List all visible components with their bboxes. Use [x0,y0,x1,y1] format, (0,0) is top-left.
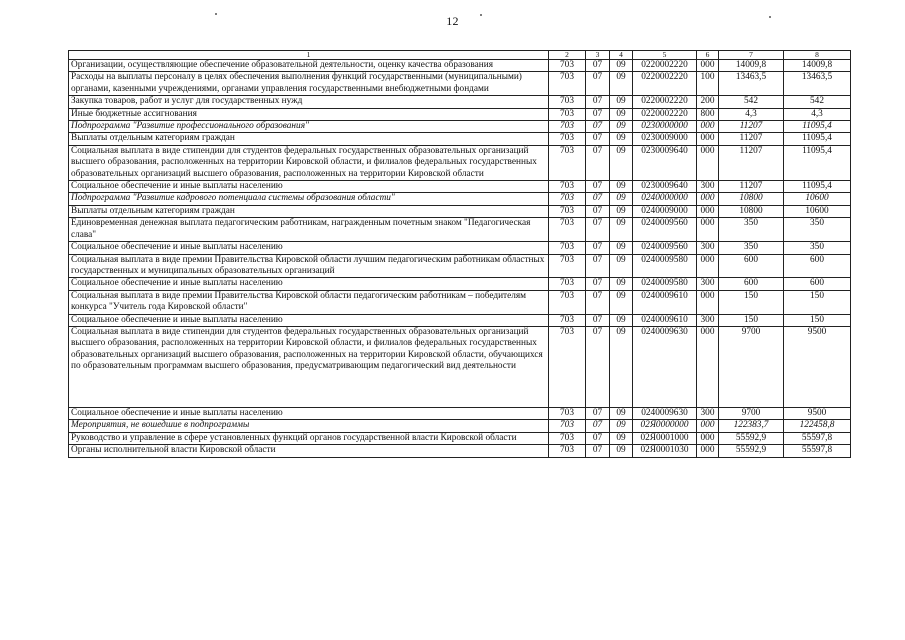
row-name: Социальное обеспечение и иные выплаты населению [69,407,549,419]
row-code-3: 07 [586,314,610,326]
scan-speck [480,14,482,16]
table-row [69,290,851,314]
row-code-3: 07 [586,193,610,205]
row-value-7: 55592,9 [719,445,784,457]
row-code-6: 000 [697,326,719,407]
row-name: Социальная выплата в виде стипендии для студентов федеральных государственных образовательных организаций высшего образования, расположенных на территории Кировской области, и филиалов федеральных государственных образовательных организаций высшего образования, расположенных на территории Кировской области, обучающихся по образовательным программам высшего образования, предусматривающим педагогический вид деятельности [69,326,549,407]
row-value-8: 10600 [784,193,851,205]
row-code-3: 07 [586,290,610,314]
header-cell: 3 [586,51,610,60]
row-code-3: 07 [586,121,610,133]
table-row [69,254,851,278]
row-value-8: 11095,4 [784,121,851,133]
row-value-7: 350 [719,242,784,254]
row-code-3: 07 [586,72,610,96]
row-code-5: 0240009610 [633,314,697,326]
row-code-6: 000 [697,445,719,457]
row-code-3: 07 [586,407,610,419]
row-code-6: 000 [697,205,719,217]
row-value-7: 11207 [719,181,784,193]
row-value-7: 55592,9 [719,432,784,444]
row-code-4: 09 [610,133,633,145]
row-code-4: 09 [610,108,633,120]
row-value-8: 150 [784,290,851,314]
row-code-6: 300 [697,407,719,419]
row-value-8: 9500 [784,326,851,407]
table-row [69,242,851,254]
table-row [69,145,851,180]
row-code-6: 100 [697,72,719,96]
row-code-5: 0220002220 [633,60,697,72]
row-code-3: 07 [586,326,610,407]
row-value-8: 55597,8 [784,432,851,444]
row-code-6: 000 [697,145,719,180]
row-code-3: 07 [586,242,610,254]
row-name: Единовременная денежная выплата педагогическим работникам, награжденным почетным знаком "Педагогическая слава" [69,218,549,242]
table-row [69,121,851,133]
row-code-5: 02Я0001030 [633,445,697,457]
row-code-2: 703 [549,108,586,120]
row-code-3: 07 [586,218,610,242]
row-value-8: 150 [784,314,851,326]
row-code-2: 703 [549,193,586,205]
table-row [69,60,851,72]
row-name: Социальное обеспечение и иные выплаты населению [69,278,549,290]
table-row [69,314,851,326]
row-code-2: 703 [549,96,586,108]
row-name: Расходы на выплаты персоналу в целях обеспечения выполнения функций государственными (муниципальными) органами, казенными учреждениями, органами управления государственными внебюджетными фондами [69,72,549,96]
row-code-6: 000 [697,420,719,432]
row-name: Социальная выплата в виде премии Правительства Кировской области лучшим педагогическим работникам областных государственных и муниципальных образовательных организаций [69,254,549,278]
row-value-8: 14009,8 [784,60,851,72]
row-code-5: 0230009640 [633,145,697,180]
row-value-8: 350 [784,218,851,242]
row-code-3: 07 [586,205,610,217]
row-code-5: 0240009610 [633,290,697,314]
row-code-4: 09 [610,72,633,96]
header-cell: 6 [697,51,719,60]
row-code-4: 09 [610,254,633,278]
header-cell: 8 [784,51,851,60]
header-row [69,51,851,60]
row-code-6: 000 [697,193,719,205]
row-code-2: 703 [549,290,586,314]
row-code-5: 0230000000 [633,121,697,133]
row-code-6: 000 [697,254,719,278]
row-code-3: 07 [586,432,610,444]
row-value-7: 542 [719,96,784,108]
row-name: Социальное обеспечение и иные выплаты населению [69,314,549,326]
row-code-2: 703 [549,326,586,407]
row-value-7: 150 [719,314,784,326]
row-code-2: 703 [549,445,586,457]
row-code-2: 703 [549,420,586,432]
row-code-2: 703 [549,121,586,133]
row-code-4: 09 [610,432,633,444]
row-value-7: 600 [719,278,784,290]
row-code-2: 703 [549,205,586,217]
row-name: Подпрограмма "Развитие кадрового потенциала системы образования области" [69,193,549,205]
row-code-3: 07 [586,145,610,180]
row-code-4: 09 [610,218,633,242]
row-value-8: 13463,5 [784,72,851,96]
row-value-7: 9700 [719,326,784,407]
row-value-7: 600 [719,254,784,278]
row-name: Иные бюджетные ассигнования [69,108,549,120]
row-code-5: 0240009630 [633,407,697,419]
row-code-5: 0240009560 [633,218,697,242]
table-row [69,193,851,205]
row-code-5: 02Я0000000 [633,420,697,432]
row-code-3: 07 [586,254,610,278]
row-name: Социальное обеспечение и иные выплаты населению [69,242,549,254]
row-code-4: 09 [610,326,633,407]
table-row [69,278,851,290]
row-code-4: 09 [610,193,633,205]
row-code-4: 09 [610,242,633,254]
row-code-5: 0230009000 [633,133,697,145]
row-code-6: 000 [697,290,719,314]
row-code-2: 703 [549,133,586,145]
row-code-4: 09 [610,290,633,314]
table-row [69,420,851,432]
row-code-4: 09 [610,278,633,290]
row-code-6: 000 [697,133,719,145]
row-code-2: 703 [549,314,586,326]
row-name: Руководство и управление в сфере установленных функций органов государственной власти Кировской области [69,432,549,444]
page-number: 12 [446,14,459,28]
row-name: Социальное обеспечение и иные выплаты населению [69,181,549,193]
row-code-4: 09 [610,407,633,419]
row-name: Выплаты отдельным категориям граждан [69,133,549,145]
row-code-6: 000 [697,60,719,72]
row-value-8: 542 [784,96,851,108]
row-code-5: 0240009630 [633,326,697,407]
table-row [69,205,851,217]
row-code-2: 703 [549,407,586,419]
row-code-5: 0220002220 [633,72,697,96]
row-value-7: 11207 [719,145,784,180]
table-row [69,133,851,145]
row-code-5: 0240009560 [633,242,697,254]
scan-speck [215,13,217,15]
row-code-4: 09 [610,205,633,217]
row-code-5: 0240009580 [633,278,697,290]
row-name: Социальная выплата в виде премии Правительства Кировской области педагогическим работникам – победителям конкурса "Учитель года Кировской области" [69,290,549,314]
row-value-8: 11095,4 [784,181,851,193]
row-code-4: 09 [610,60,633,72]
row-value-8: 9500 [784,407,851,419]
row-code-3: 07 [586,133,610,145]
row-value-8: 55597,8 [784,445,851,457]
row-value-7: 11207 [719,121,784,133]
table-row [69,445,851,457]
row-value-8: 350 [784,242,851,254]
header-cell: 4 [610,51,633,60]
row-value-8: 600 [784,278,851,290]
row-code-5: 0240009580 [633,254,697,278]
header-cell: 5 [633,51,697,60]
row-code-6: 200 [697,96,719,108]
row-code-3: 07 [586,60,610,72]
table-row [69,72,851,96]
row-code-4: 09 [610,420,633,432]
row-code-5: 0240000000 [633,193,697,205]
row-value-8: 11095,4 [784,145,851,180]
row-value-7: 11207 [719,133,784,145]
row-code-4: 09 [610,181,633,193]
header-cell: 1 [69,51,549,60]
row-name: Выплаты отдельным категориям граждан [69,205,549,217]
row-value-7: 122383,7 [719,420,784,432]
scan-speck [769,16,771,18]
row-name: Социальная выплата в виде стипендии для студентов федеральных государственных образовательных организаций высшего образования, расположенных на территории Кировской области, и филиалов федеральных государственных образовательных организаций высшего образования, расположенных на территории Кировской области [69,145,549,180]
row-code-3: 07 [586,278,610,290]
row-code-5: 0220002220 [633,108,697,120]
row-name: Организации, осуществляющие обеспечение образовательной деятельности, оценку качества образования [69,60,549,72]
row-code-5: 02Я0001000 [633,432,697,444]
row-name: Закупка товаров, работ и услуг для государственных нужд [69,96,549,108]
row-value-7: 10800 [719,205,784,217]
row-code-5: 0220002220 [633,96,697,108]
row-code-4: 09 [610,121,633,133]
row-name: Подпрограмма "Развитие профессионального образования" [69,121,549,133]
budget-table [68,50,851,458]
row-code-4: 09 [610,145,633,180]
table-row [69,407,851,419]
row-code-6: 300 [697,278,719,290]
row-code-2: 703 [549,60,586,72]
row-code-3: 07 [586,420,610,432]
row-code-2: 703 [549,242,586,254]
table-row [69,432,851,444]
row-code-2: 703 [549,181,586,193]
row-value-8: 122458,8 [784,420,851,432]
header-cell: 7 [719,51,784,60]
row-code-2: 703 [549,145,586,180]
row-value-7: 13463,5 [719,72,784,96]
row-code-4: 09 [610,314,633,326]
row-code-2: 703 [549,432,586,444]
row-value-7: 150 [719,290,784,314]
row-code-6: 000 [697,121,719,133]
table-row [69,181,851,193]
row-value-7: 350 [719,218,784,242]
row-code-2: 703 [549,218,586,242]
row-code-5: 0230009640 [633,181,697,193]
row-name: Органы исполнительной власти Кировской области [69,445,549,457]
row-code-3: 07 [586,108,610,120]
table-row [69,108,851,120]
row-code-3: 07 [586,96,610,108]
table-row [69,326,851,407]
row-code-6: 000 [697,218,719,242]
row-value-7: 10800 [719,193,784,205]
row-name: Мероприятия, не вошедшие в подпрограммы [69,420,549,432]
row-code-6: 000 [697,432,719,444]
row-code-6: 800 [697,108,719,120]
row-code-6: 300 [697,314,719,326]
row-code-2: 703 [549,72,586,96]
row-code-4: 09 [610,445,633,457]
row-value-8: 11095,4 [784,133,851,145]
row-value-8: 4,3 [784,108,851,120]
row-value-7: 4,3 [719,108,784,120]
row-code-6: 300 [697,181,719,193]
row-value-8: 10600 [784,205,851,217]
row-code-6: 300 [697,242,719,254]
row-code-5: 0240009000 [633,205,697,217]
row-value-7: 9700 [719,407,784,419]
table-row [69,218,851,242]
table-row [69,96,851,108]
row-code-2: 703 [549,254,586,278]
row-code-3: 07 [586,181,610,193]
row-value-7: 14009,8 [719,60,784,72]
row-value-8: 600 [784,254,851,278]
row-code-2: 703 [549,278,586,290]
header-cell: 2 [549,51,586,60]
row-code-4: 09 [610,96,633,108]
row-code-3: 07 [586,445,610,457]
